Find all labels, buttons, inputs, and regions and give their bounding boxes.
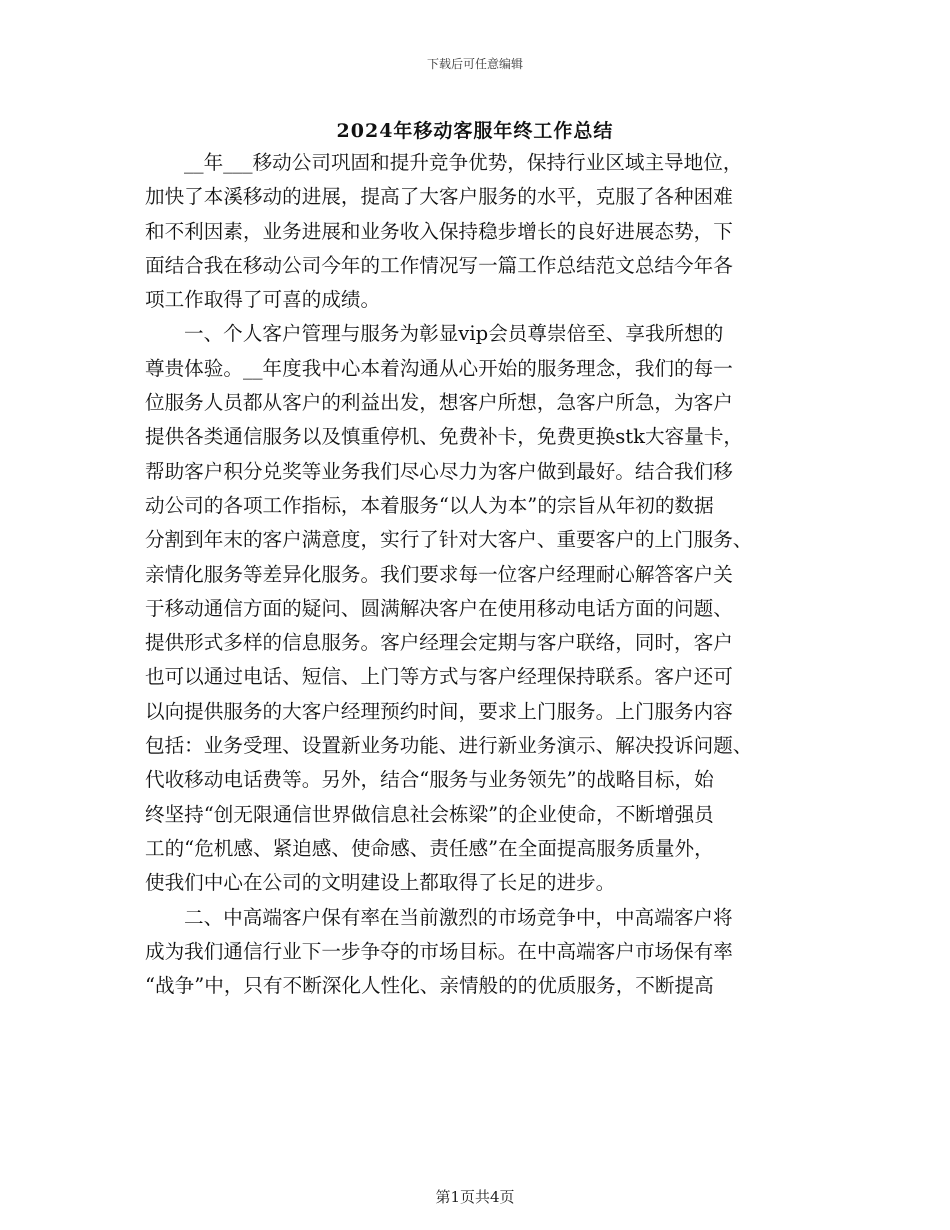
- paragraph-line: 代收移动电话费等。另外，结合“服务与业务领先”的战略目标，始: [145, 768, 714, 792]
- paragraph-line: 项工作取得了可喜的成绩。: [145, 288, 381, 312]
- paragraph-line: 包括：业务受理、设置新业务功能、进行新业务演示、解决投诉问题、: [145, 734, 753, 758]
- paragraph-line: 终坚持“创无限通信世界做信息社会栋梁”的企业使命，不断增强员: [145, 802, 714, 826]
- paragraph-line: 尊贵体验。__年度我中心本着沟通从心开始的服务理念，我们的每一: [145, 356, 733, 380]
- paragraph-line: 亲情化服务等差异化服务。我们要求每一位客户经理耐心解答客户关: [145, 562, 733, 586]
- paragraph-line: 提供各类通信服务以及慎重停机、免费补卡，免费更换stk大容量卡，: [145, 425, 744, 449]
- document-body: [145, 146, 805, 1003]
- paragraph-line: __年___移动公司巩固和提升竞争优势，保持行业区域主导地位，: [184, 151, 743, 174]
- paragraph-line: 成为我们通信行业下一步争夺的市场目标。在中高端客户市场保有率: [145, 939, 733, 963]
- paragraph-line: 位服务人员都从客户的利益出发，想客户所想，急客户所急，为客户: [145, 391, 733, 415]
- paragraph-line: 帮助客户积分兑奖等业务我们尽心尽力为客户做到最好。结合我们移: [145, 459, 733, 483]
- paragraph-line: 面结合我在移动公司今年的工作情况写一篇工作总结范文总结今年各: [145, 253, 733, 277]
- paragraph-line: 动公司的各项工作指标，本着服务“以人为本”的宗旨从年初的数据: [145, 493, 714, 517]
- paragraph-line: 工的“危机感、紧迫感、使命感、责任感”在全面提高服务质量外，: [145, 836, 714, 860]
- paragraph-line: “战争”中，只有不断深化人性化、亲情般的的优质服务，不断提高: [145, 974, 714, 998]
- paragraph-line: 以向提供服务的大客户经理预约时间，要求上门服务。上门服务内容: [145, 699, 733, 723]
- paragraph-line: 分割到年末的客户满意度，实行了针对大客户、重要客户的上门服务、: [145, 528, 753, 552]
- document-title: 2024年移动客服年终工作总结: [336, 120, 614, 142]
- paragraph-line: 也可以通过电话、短信、上门等方式与客户经理保持联系。客户还可: [145, 665, 733, 689]
- paragraph-line: 二、中高端客户保有率在当前激烈的市场竞争中，中高端客户将: [184, 905, 733, 929]
- paragraph-line: 提供形式多样的信息服务。客户经理会定期与客户联络，同时，客户: [145, 631, 733, 655]
- page-footer: 第1页共4页: [435, 1188, 515, 1206]
- paragraph-line: 和不利因素，业务进展和业务收入保持稳步增长的良好进展态势，下: [145, 219, 733, 243]
- paragraph-line: 加快了本溪移动的进展，提高了大客户服务的水平，克服了各种困难: [145, 185, 733, 209]
- header-note: 下载后可任意编辑: [426, 57, 523, 71]
- paragraph-line: 使我们中心在公司的文明建设上都取得了长足的进步。: [145, 871, 616, 895]
- paragraph-line: 一、个人客户管理与服务为彰显vip会员尊崇倍至、享我所想的: [184, 322, 724, 346]
- paragraph-line: 于移动通信方面的疑问、圆满解决客户在使用移动电话方面的问题、: [145, 596, 733, 620]
